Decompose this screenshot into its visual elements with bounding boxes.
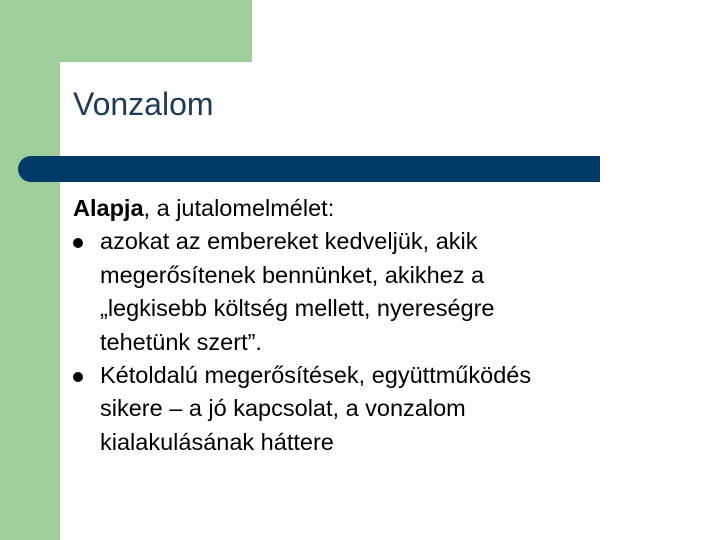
bullet-line: Kétoldalú megerősítések, együttműködés xyxy=(100,362,532,389)
bullet-line: tehetünk szert”. xyxy=(100,328,262,355)
green-left-band xyxy=(0,0,60,540)
bullet-line: megerősítenek bennünket, akikhez a xyxy=(100,261,485,288)
bullet-line: kialakulásának háttere xyxy=(100,428,334,455)
bullet-item xyxy=(73,359,673,459)
slide-content xyxy=(73,192,673,459)
intro-text: , a jutalomelmélet: xyxy=(143,195,335,221)
bullet-line: sikere – a jó kapcsolat, a vonzalom xyxy=(100,395,466,422)
bullet-list xyxy=(73,225,673,459)
bullet-dot-icon xyxy=(73,238,83,248)
bullet-item xyxy=(73,225,673,359)
title-underline-bar xyxy=(18,156,600,182)
slide-title: Vonzalom xyxy=(73,86,214,122)
bullet-dot-icon xyxy=(73,372,83,382)
bullet-line: azokat az embereket kedveljük, akik xyxy=(100,228,478,255)
intro-line xyxy=(73,192,673,225)
bullet-line: „legkisebb költség mellett, nyereségre xyxy=(100,295,495,322)
intro-bold: Alapja xyxy=(73,195,144,221)
green-top-band xyxy=(0,0,252,62)
